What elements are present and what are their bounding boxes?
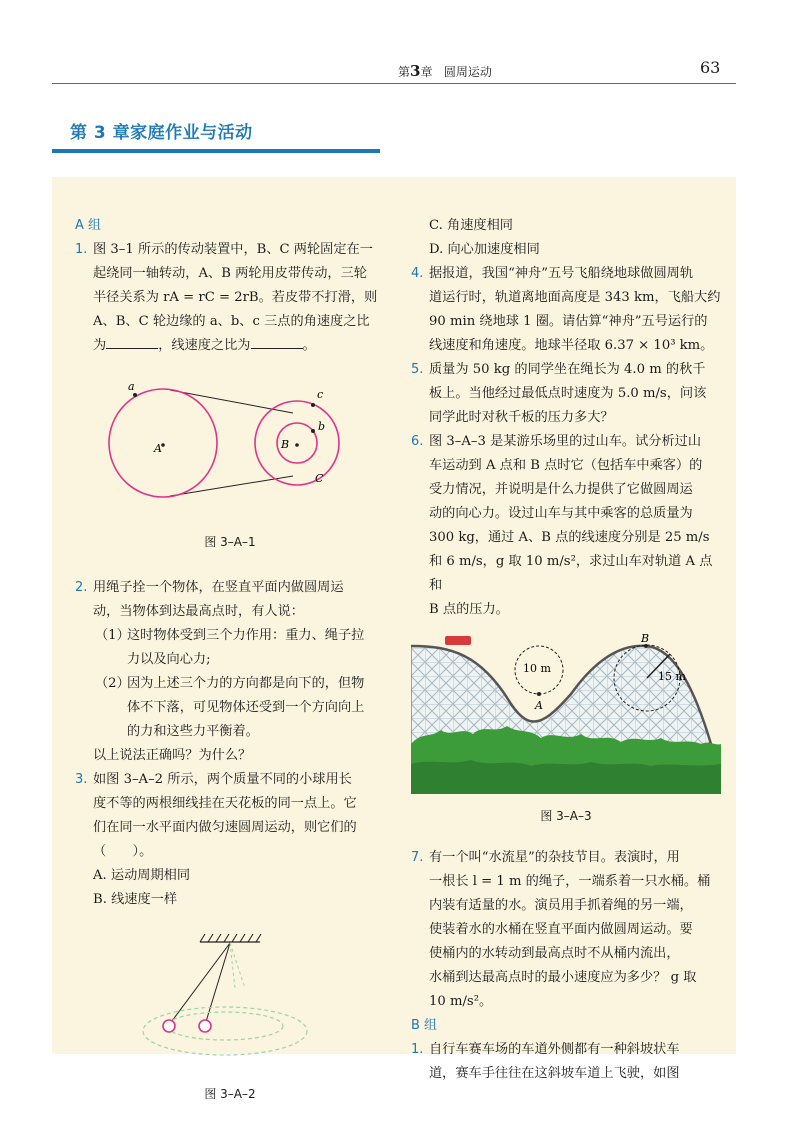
svg-text:10 m: 10 m [523, 662, 551, 675]
question-2-ask: 以上说法正确吗？为什么？ [93, 748, 252, 763]
svg-text:B: B [641, 634, 650, 645]
figure-3-a-2-caption: 图 3–A–2 [204, 1087, 256, 1101]
group-a-heading: A 组 [75, 218, 102, 233]
header-rule [52, 83, 736, 84]
figure-3-a-1 [75, 368, 385, 518]
answer-blank-2[interactable] [251, 334, 303, 349]
page-number: 63 [700, 58, 721, 77]
svg-text:A: A [154, 442, 162, 455]
question-2-statement-2: （2） 因为上述三个力的方向都是向下的，但物 体不下落，可见物体还受到一个方向向上 的力和这些力平衡着。 [95, 676, 365, 739]
wheel-c [255, 401, 339, 485]
question-1: 1. 图 3–1 所示的传动装置中，B、C 两轮固定在一 起绕同一轴转动，A、B 两轮用皮带传动，三轮 半径关系为 rA = rC = 2rB。若皮带不打滑，则 A、B、C 轮边缘的 a、b、c 三点的角速度之比 为 ，线速度之比为 。 [75, 242, 378, 353]
svg-text:c: c [317, 388, 324, 401]
section-title-underline [52, 149, 380, 153]
coaster-car [445, 636, 471, 645]
figure-3-a-3 [411, 634, 721, 794]
left-column [75, 214, 385, 1106]
wheel-a [109, 389, 217, 497]
option-a: A. 运动周期相同 [93, 868, 191, 883]
question-5: 5. 质量为 50 kg 的同学坐在绳长为 4.0 m 的秋千 板上。当他经过最低点时速度为 5.0 m/s，问该 同学此时对秋千板的压力多大？ [411, 362, 707, 425]
question-3: 3. 如图 3–A–2 所示，两个质量不同的小球用长 度不等的两根细线挂在天花板的同一点上。它 们在同一水平面内做匀速圆周运动，则它们的 （ ）。 [75, 772, 357, 859]
figure-3-a-3-caption: 图 3–A–3 [540, 809, 592, 823]
section-title: 第 3 章家庭作业与活动 [70, 123, 253, 143]
ball-1 [163, 1020, 175, 1032]
figure-3-a-1-caption: 图 3–A–1 [204, 535, 256, 549]
right-column [411, 214, 721, 1086]
answer-blank-1[interactable] [106, 334, 158, 349]
svg-text:a: a [128, 380, 135, 393]
question-6: 6. 图 3–A–3 是某游乐场里的过山车。试分析过山 车运动到 A 点和 B 点时它（包括车中乘客）的 受力情况，并说明是什么力提供了它做圆周运 动的向心力。设过山车与其中乘客的总质量为 300 kg，通过 A、B 点的线速度分别是 25 m/s 和 6 m/s，g 取 10 m/s²，求过山车对轨道 A 点和 B 点的压力。 [411, 434, 713, 617]
ball-2 [199, 1020, 211, 1032]
conical-pendulum-diagram [75, 934, 385, 1074]
figure-3-a-2 [75, 934, 385, 1074]
question-7: 7. 有一个叫“水流星”的杂技节目。表演时，用 一根长 l = 1 m 的绳子，一端系着一只水桶。桶 内装有适量的水。演员用手抓着绳的另一端， 使装着水的水桶在竖直平面内做圆周运动。要 使桶内的水转动到最高点时不从桶内流出， 水桶到达最高点时的最小速度应为多少？ g 取 10 m/s²。 [411, 850, 711, 1009]
running-header-chapter: 第3章 圆周运动 [398, 62, 492, 80]
question-2: 2. 用绳子拴一个物体，在竖直平面内做圆周运 动，当物体到达最高点时，有人说： [75, 580, 344, 619]
option-b: B. 线速度一样 [93, 892, 178, 907]
svg-text:B: B [281, 438, 290, 451]
option-d: D. 向心加速度相同 [429, 242, 540, 257]
option-c: C. 角速度相同 [429, 218, 513, 233]
svg-text:15 m: 15 m [658, 670, 686, 683]
group-b-heading: B 组 [411, 1018, 438, 1033]
svg-text:C: C [315, 472, 324, 485]
roller-coaster-illustration [411, 634, 721, 794]
question-2-statement-1: （1） 这时物体受到三个力作用：重力、绳子拉 力以及向心力; [95, 628, 365, 667]
chapter-title: 圆周运动 [443, 65, 492, 79]
svg-text:A: A [535, 699, 543, 712]
svg-text:b: b [318, 420, 326, 433]
question-b1: 1. 自行车赛车场的车道外侧都有一种斜坡状车 道，赛车手往往在这斜坡车道上飞驶，如图 [411, 1042, 680, 1081]
pulley-diagram [75, 368, 385, 518]
question-4: 4. 据报道，我国“神舟”五号飞船绕地球做圆周轨 道运行时，轨道离地面高度是 343 km，飞船大约 90 min 绕地球 1 圈。请估算“神舟”五号运行的 线速度和角速度。地球半径取 6.37 × 10³ km。 [411, 266, 721, 353]
